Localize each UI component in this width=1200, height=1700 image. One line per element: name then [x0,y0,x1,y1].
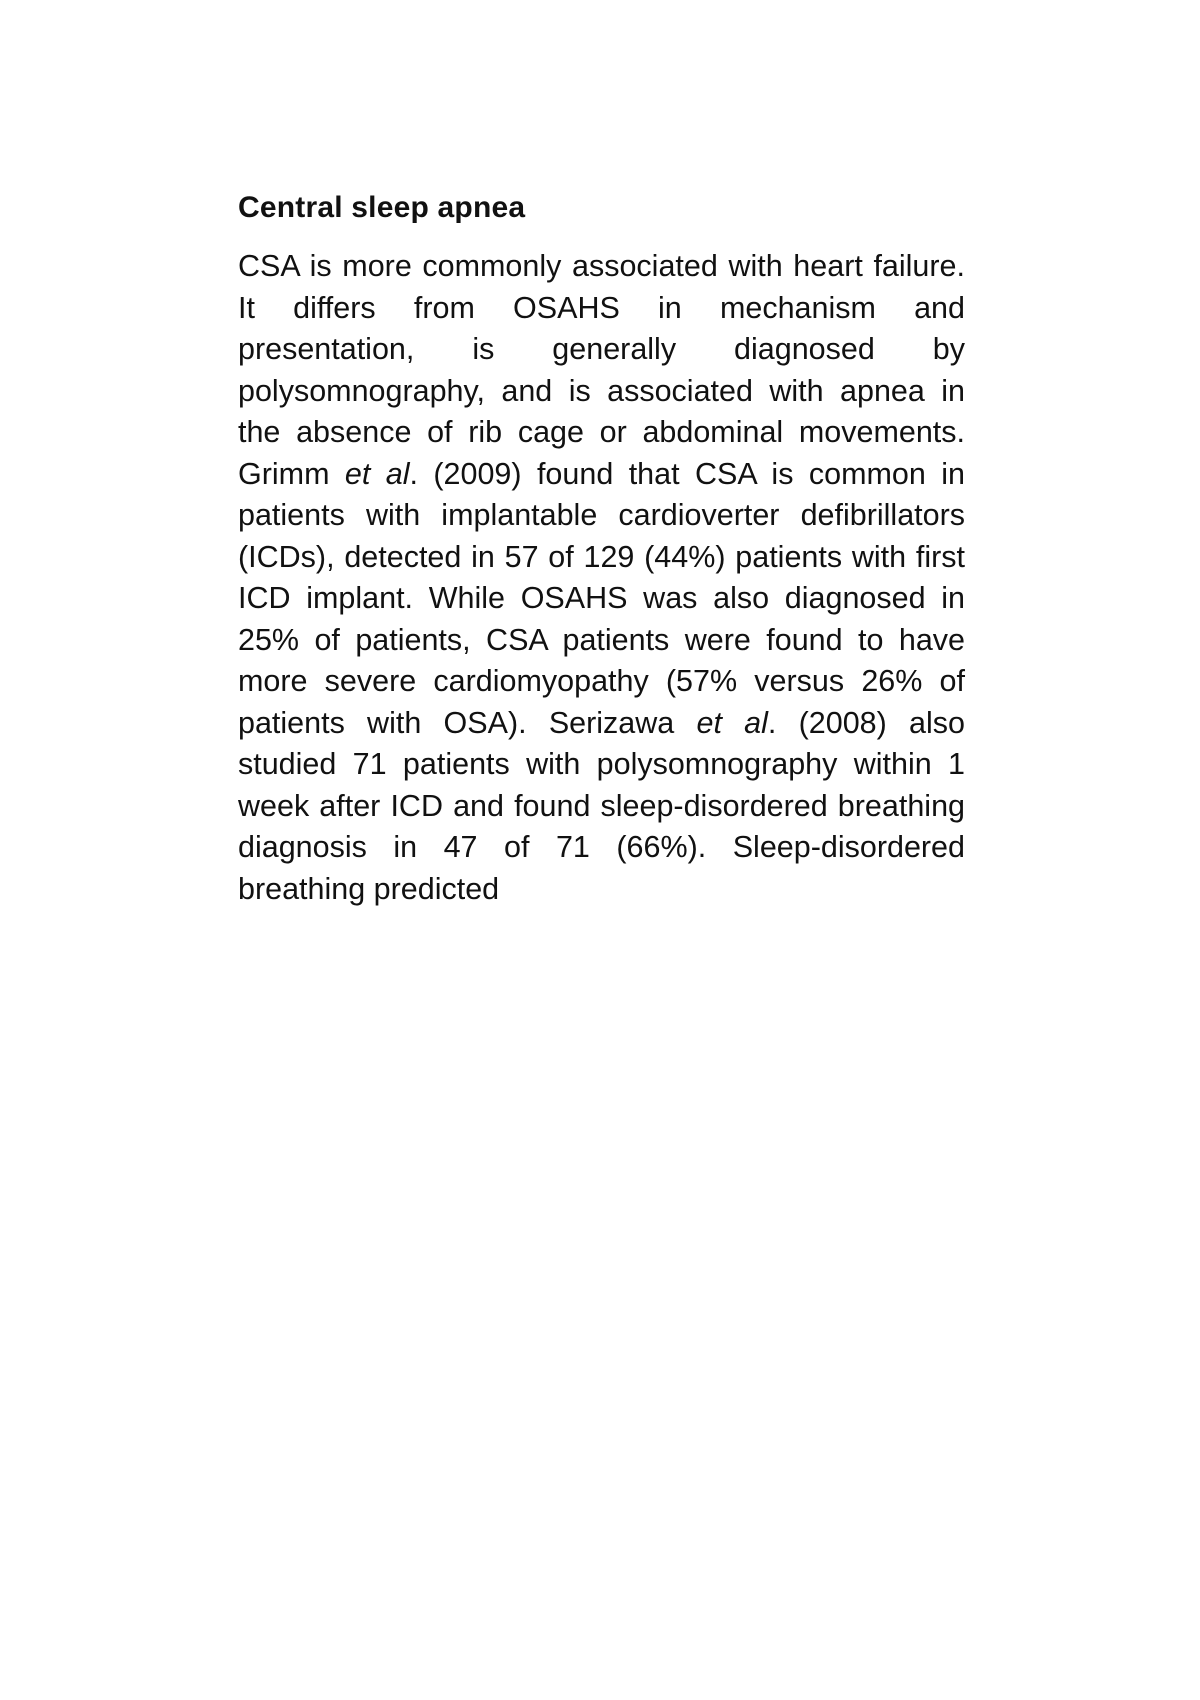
paragraph-text-1: CSA is more commonly associated with heart failure. It differs from OSAHS in mechanism and presentation, is generally diagnosed by polysomnography, and is associated with apnea in the absence of rib cage or abdominal movements. Grimm [238,249,965,491]
paragraph-text-2: . (2009) found that CSA is common in patients with implantable cardioverter defibrillators (ICDs), detected in 57 of 129 (44%) patients with first ICD implant. While OSAHS was also diagnosed in 25% of patients, CSA patients were found to have more severe cardiomyopathy (57% versus 26% of patients with OSA). Serizawa [238,456,965,740]
text-block [238,190,965,910]
paragraph-italic-citation-2: et al [696,705,768,740]
paragraph-text-3: . (2008) also studied 71 patients with polysomnography within 1 week after ICD and found sleep-disordered breathing diagnosis in 47 of 71 (66%). Sleep-disordered breathing predicted [238,705,965,906]
section-heading: Central sleep apnea [238,191,526,224]
body-paragraph [238,246,965,910]
paragraph-italic-citation-1: et al [344,456,410,491]
